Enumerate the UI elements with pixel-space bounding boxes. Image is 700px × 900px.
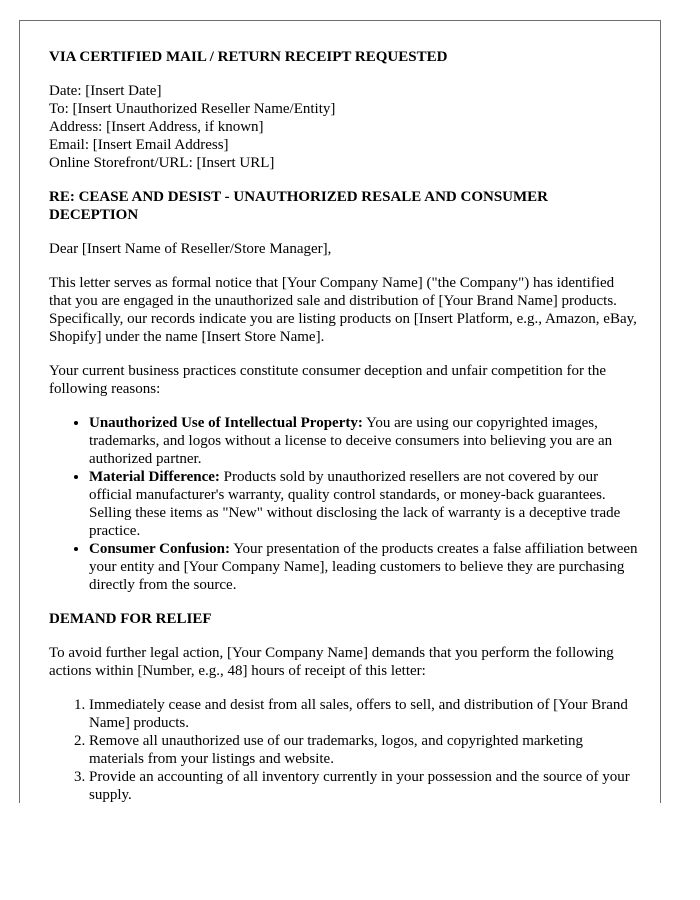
actions-list: [49, 696, 639, 803]
letter-body: [20, 21, 639, 803]
intro-paragraph: This letter serves as formal notice that [Your Company Name] ("the Company") has identified that you are engaged in the unauthorized sale and distribution of [Your Brand Name] products. Specifically, our records indicate you are listing products on [Insert Platform, e.g., Amazon, eBay, Shopify] under the name [Insert Store Name].: [49, 275, 637, 345]
list-item: 1. Immediately cease and desist from all sales, offers to sell, and distribution of [Your Brand Name] products.: [89, 696, 639, 732]
letter-header-fields: [49, 82, 639, 172]
letter-document: [19, 20, 661, 803]
list-item: 2. Remove all unauthorized use of our trademarks, logos, and copyrighted marketing materials from your listings and website.: [89, 732, 639, 768]
reason-text: You are using our copyrighted images, trademarks, and logos without a license to deceive consumers into believing you are an authorized partner.: [89, 415, 613, 467]
list-item: [89, 540, 639, 594]
demand-heading: DEMAND FOR RELIEF: [49, 611, 212, 627]
date-field: Date: [Insert Date]: [49, 83, 162, 99]
list-item: 3. Provide an accounting of all inventory currently in your possession and the source of your supply.: [89, 768, 639, 803]
reason-text: Products sold by unauthorized resellers are not covered by our official manufacturer's warranty, quality control standards, or money-back guarantees. Selling these items as "New" without disclosing the lack of warranty is a deceptive trade practice.: [89, 469, 621, 539]
reason-title: Material Difference:: [89, 469, 220, 485]
salutation: Dear [Insert Name of Reseller/Store Manager],: [49, 241, 332, 257]
address-field: Address: [Insert Address, if known]: [49, 119, 264, 135]
subject-line: RE: CEASE AND DESIST - UNAUTHORIZED RESALE AND CONSUMER DECEPTION: [49, 189, 548, 223]
delivery-method-heading: VIA CERTIFIED MAIL / RETURN RECEIPT REQUESTED: [49, 49, 448, 65]
storefront-url-field: Online Storefront/URL: [Insert URL]: [49, 155, 275, 171]
list-item: [89, 468, 639, 540]
reasons-intro: Your current business practices constitute consumer deception and unfair competition for the following reasons:: [49, 363, 607, 397]
email-field: Email: [Insert Email Address]: [49, 137, 229, 153]
reason-title: Consumer Confusion:: [89, 541, 230, 557]
demand-intro: To avoid further legal action, [Your Company Name] demands that you perform the following actions within [Number, e.g., 48] hours of receipt of this letter:: [49, 645, 614, 679]
reasons-list: [49, 414, 639, 594]
reason-title: Unauthorized Use of Intellectual Property:: [89, 415, 363, 431]
reason-text: Your presentation of the products creates a false affiliation between your entity and [Your Company Name], leading customers to believe they are purchasing directly from the source.: [89, 541, 638, 593]
list-item: [89, 414, 639, 468]
recipient-field: To: [Insert Unauthorized Reseller Name/Entity]: [49, 101, 336, 117]
